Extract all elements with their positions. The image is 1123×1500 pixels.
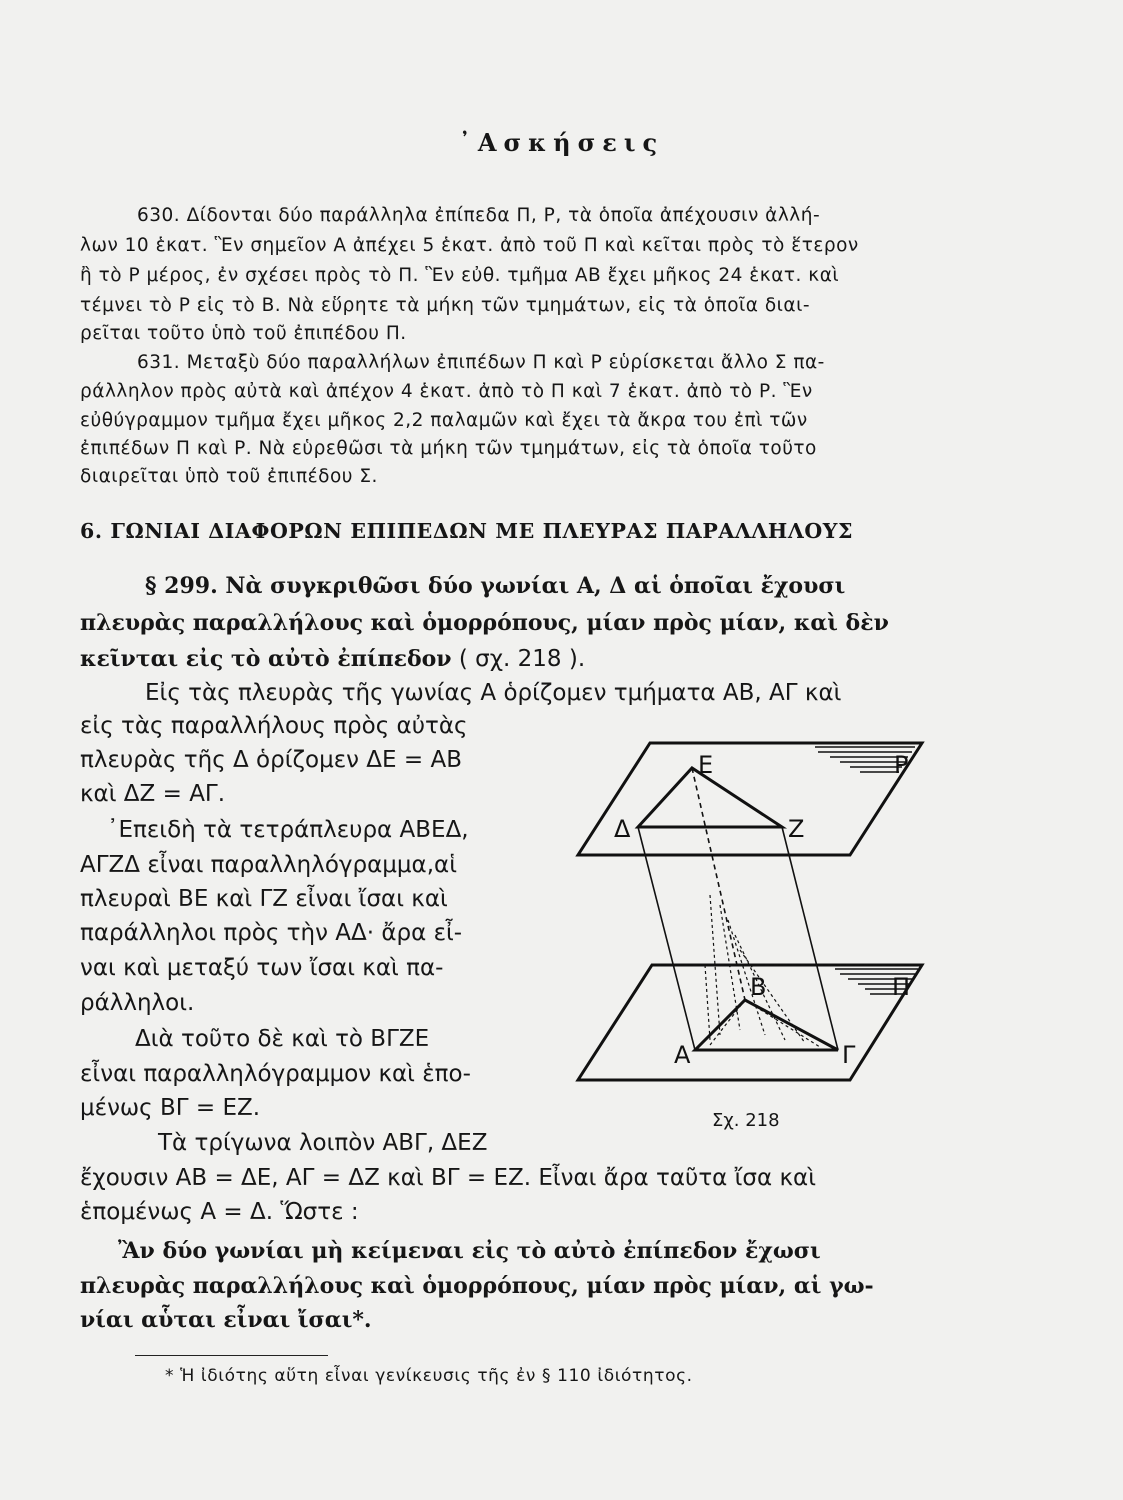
section-title: 6. ΓΩΝΙΑΙ ΔΙΑΦΟΡΩΝ ΕΠΙΠΕΔΩΝ ΜΕ ΠΛΕΥΡΑΣ ΠΑΡΑΛΛΗΛΟΥΣ	[80, 519, 854, 543]
label-A: A	[674, 1041, 691, 1069]
proof-line: πλευρὰς τῆς Δ ὁρίζομεν ΔΕ = ΑΒ	[80, 747, 462, 773]
exercise-631-line: ράλληλον πρὸς αὐτὰ καὶ ἀπέχον 4 ἑκατ. ἀπὸ τὸ Π καὶ 7 ἑκατ. ἀπὸ τὸ Ρ. Ἓν	[80, 381, 813, 402]
conclusion-line: πλευρὰς παραλλήλους καὶ ὁμορρόπους, μίαν πρὸς μίαν, αἱ γω-	[80, 1273, 874, 1299]
footnote-divider	[135, 1355, 328, 1356]
proof-line: καὶ ΔΖ = ΑΓ.	[80, 781, 226, 807]
label-Z: Z	[788, 815, 805, 843]
exercises-heading: ᾿Ασκήσεις	[458, 128, 665, 157]
proof-line: ἑπομένως Α = Δ. Ὥστε :	[80, 1199, 359, 1225]
exercise-630-line: λων 10 ἑκατ. Ἓν σημεῖον Α ἀπέχει 5 ἑκατ. ἀπὸ τοῦ Π καὶ κεῖται πρὸς τὸ ἕτερον	[80, 235, 859, 256]
proof-line: ναι καὶ μεταξύ των ἴσαι καὶ πα-	[80, 955, 444, 981]
label-P: P	[894, 751, 909, 779]
exercise-630-line: 630. Δίδονται δύο παράλληλα ἐπίπεδα Π, Ρ, τὰ ὁποῖα ἀπέχουσιν ἀλλή-	[137, 205, 821, 226]
proof-line: ΑΓΖΔ εἶναι παραλληλόγραμμα,αἱ	[80, 852, 457, 878]
theorem-line: § 299. Νὰ συγκριθῶσι δύο γωνίαι Α, Δ αἱ ὁποῖαι ἔχουσι	[145, 573, 846, 599]
triangle-ABG	[695, 1000, 838, 1050]
proof-line: Τὰ τρίγωνα λοιπὸν ΑΒΓ, ΔΕΖ	[158, 1130, 488, 1156]
exercise-630-line: ρεῖται τοῦτο ὑπὸ τοῦ ἐπιπέδου Π.	[80, 323, 407, 344]
proof-line: Εἰς τὰς πλευρὰς τῆς γωνίας Α ὁρίζομεν τμήματα ΑΒ, ΑΓ καὶ	[145, 680, 842, 706]
conclusion-line: νίαι αὗται εἶναι ἴσαι*.	[80, 1307, 372, 1333]
label-E: E	[698, 751, 714, 779]
proof-line: ᾿Επειδὴ τὰ τετράπλευρα ΑΒΕΔ,	[107, 817, 469, 843]
edge-ZG	[782, 827, 838, 1050]
theorem-line3-bold: κεῖνται εἰς τὸ αὐτὸ ἐπίπεδον	[80, 646, 452, 672]
exercise-631-line: ἐπιπέδων Π καὶ Ρ. Νὰ εὑρεθῶσι τὰ μήκη τῶν τμημάτων, εἰς τὰ ὁποῖα τοῦτο	[80, 438, 817, 459]
exercise-631-line: διαιρεῖται ὑπὸ τοῦ ἐπιπέδου Σ.	[80, 466, 378, 487]
figure-218	[570, 735, 940, 1095]
theorem-line	[80, 646, 585, 672]
figure-caption: Σχ. 218	[712, 1110, 780, 1131]
exercise-631-line: εὐθύγραμμον τμῆμα ἔχει μῆκος 2,2 παλαμῶν καὶ ἔχει τὰ ἄκρα του ἐπὶ τῶν	[80, 410, 808, 431]
footnote: * Ἡ ἰδιότης αὕτη εἶναι γενίκευσις τῆς ἐν § 110 ἰδιότητος.	[165, 1366, 693, 1386]
label-G: Γ	[842, 1041, 856, 1069]
exercise-631-line: 631. Μεταξὺ δύο παραλλήλων ἐπιπέδων Π καὶ Ρ εὑρίσκεται ἄλλο Σ πα-	[137, 352, 825, 373]
edge-DA	[638, 827, 695, 1050]
proof-line: πλευραὶ ΒΕ καὶ ΓΖ εἶναι ἴσαι καὶ	[80, 886, 448, 912]
exercise-630-line: τέμνει τὸ Ρ εἰς τὸ Β. Νὰ εὕρητε τὰ μήκη τῶν τμημάτων, εἰς τὰ ὁποῖα διαι-	[80, 295, 811, 316]
exercise-630-line: ἢ τὸ Ρ μέρος, ἐν σχέσει πρὸς τὸ Π. Ἓν εὐθ. τμῆμα ΑΒ ἔχει μῆκος 24 ἑκατ. καὶ	[80, 265, 840, 286]
proof-line: ἔχουσιν ΑΒ = ΔΕ, ΑΓ = ΔΖ καὶ ΒΓ = ΕΖ. Εἶναι ἄρα ταῦτα ἴσα καὶ	[80, 1165, 816, 1191]
proof-line: εἰς τὰς παραλλήλους πρὸς αὐτὰς	[80, 713, 468, 739]
proof-line: Διὰ τοῦτο δὲ καὶ τὸ ΒΓΖΕ	[135, 1026, 430, 1052]
label-D: Δ	[614, 815, 631, 843]
proof-line: ράλληλοι.	[80, 990, 195, 1016]
theorem-line: πλευρὰς παραλλήλους καὶ ὁμορρόπους, μίαν πρὸς μίαν, καὶ δὲν	[80, 610, 889, 636]
figure-reference: ( σχ. 218 ).	[451, 646, 586, 672]
conclusion-line: Ἂν δύο γωνίαι μὴ κείμεναι εἰς τὸ αὐτὸ ἐπίπεδον ἔχωσι	[118, 1238, 821, 1264]
label-Pi: Π	[892, 973, 911, 1001]
proof-line: μένως ΒΓ = ΕΖ.	[80, 1095, 261, 1121]
proof-line: εἶναι παραλληλόγραμμον καὶ ἑπο-	[80, 1061, 471, 1087]
proof-line: παράλληλοι πρὸς τὴν ΑΔ· ἄρα εἶ-	[80, 920, 463, 946]
label-B: B	[750, 973, 767, 1001]
